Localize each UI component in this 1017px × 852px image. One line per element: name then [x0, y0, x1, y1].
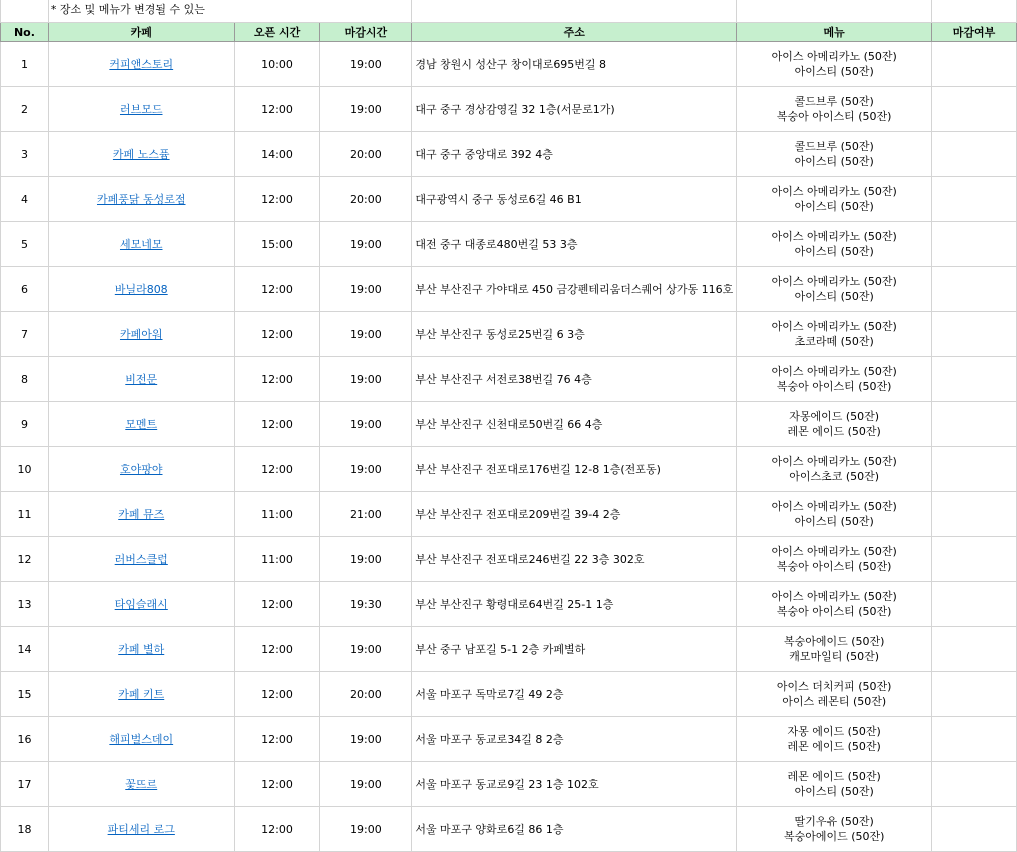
menu-item: 딸기우유 (50잔) [794, 815, 874, 828]
close-time-cell[interactable]: 19:00 [320, 87, 412, 132]
address-cell[interactable]: 서울 마포구 독막로7길 49 2층 [412, 672, 737, 717]
row-number-cell[interactable]: 5 [1, 222, 49, 267]
close-time-cell[interactable]: 19:00 [320, 762, 412, 807]
menu-item: 아이스초코 (50잔) [789, 470, 880, 483]
menu-item: 아이스티 (50잔) [794, 245, 874, 258]
cafe-link[interactable]: 카페풍닭 동성로점 [96, 193, 186, 206]
menu-cell[interactable] [737, 447, 932, 492]
menu-item: 레몬 에이드 (50잔) [787, 425, 881, 438]
menu-item: 아이스티 (50잔) [794, 515, 874, 528]
open-time-cell[interactable]: 12:00 [234, 177, 320, 222]
closed-status-cell[interactable] [932, 132, 1017, 177]
menu-item: 자몽 에이드 (50잔) [787, 725, 881, 738]
menu-cell[interactable] [737, 762, 932, 807]
table-row [1, 177, 1017, 222]
open-time-cell[interactable]: 11:00 [234, 537, 320, 582]
row-number-cell[interactable]: 6 [1, 267, 49, 312]
row-number-cell[interactable]: 12 [1, 537, 49, 582]
table-row [1, 42, 1017, 87]
close-time-cell[interactable]: 20:00 [320, 672, 412, 717]
address-cell[interactable]: 부산 부산진구 서전로38번길 76 4층 [412, 357, 737, 402]
address-cell[interactable]: 부산 부산진구 전포대로176번길 12-8 1층(전포동) [412, 447, 737, 492]
close-time-cell[interactable]: 19:00 [320, 42, 412, 87]
menu-item: 자몽에이드 (50잔) [789, 410, 880, 423]
cafe-cell[interactable] [48, 312, 234, 357]
table-row [1, 267, 1017, 312]
cafe-link[interactable]: 해피벌스데이 [109, 733, 174, 746]
cafe-cell[interactable] [48, 807, 234, 852]
open-time-cell[interactable]: 11:00 [234, 492, 320, 537]
cafe-link[interactable]: 모멘트 [125, 418, 158, 431]
address-cell[interactable]: 부산 부산진구 전포대로209번길 39-4 2층 [412, 492, 737, 537]
cafe-link[interactable]: 카페 키트 [118, 688, 165, 701]
cafe-link[interactable]: 카페 별하 [118, 643, 165, 656]
empty-cell[interactable] [412, 0, 737, 23]
closed-status-cell[interactable] [932, 87, 1017, 132]
cafe-cell[interactable] [48, 222, 234, 267]
menu-cell[interactable] [737, 807, 932, 852]
menu-item: 아이스티 (50잔) [794, 290, 874, 303]
cafe-link[interactable]: 비전문 [125, 373, 158, 386]
menu-cell[interactable] [737, 42, 932, 87]
close-time-cell[interactable]: 20:00 [320, 132, 412, 177]
menu-item: 아이스티 (50잔) [794, 200, 874, 213]
close-time-cell[interactable]: 19:00 [320, 447, 412, 492]
cafe-cell[interactable] [48, 87, 234, 132]
row-number-cell[interactable]: 3 [1, 132, 49, 177]
table-row [1, 717, 1017, 762]
row-number-cell[interactable]: 2 [1, 87, 49, 132]
empty-cell[interactable] [737, 0, 932, 23]
cafe-cell[interactable] [48, 357, 234, 402]
menu-cell[interactable] [737, 87, 932, 132]
cafe-cell[interactable] [48, 582, 234, 627]
menu-item: 아이스 아메리카노 (50잔) [771, 455, 897, 468]
closed-status-cell[interactable] [932, 267, 1017, 312]
close-time-cell[interactable]: 19:00 [320, 627, 412, 672]
cafe-link[interactable]: 카페아워 [119, 328, 163, 341]
open-time-cell[interactable]: 12:00 [234, 312, 320, 357]
menu-item: 아이스 더치커피 (50잔) [776, 680, 892, 693]
menu-item: 콜드브루 (50잔) [794, 95, 874, 108]
menu-cell[interactable] [737, 132, 932, 177]
address-cell[interactable]: 서울 마포구 양화로6길 86 1층 [412, 807, 737, 852]
open-time-cell[interactable]: 12:00 [234, 87, 320, 132]
address-cell[interactable]: 대구 중구 경상감영길 32 1층(서문로1가) [412, 87, 737, 132]
cafe-link[interactable]: 커피앤스토리 [109, 58, 174, 71]
closed-status-cell[interactable] [932, 222, 1017, 267]
cafe-cell[interactable] [48, 132, 234, 177]
menu-item: 아이스 아메리카노 (50잔) [771, 50, 897, 63]
menu-item: 초코라떼 (50잔) [794, 335, 874, 348]
open-time-cell[interactable]: 12:00 [234, 402, 320, 447]
cafe-cell[interactable] [48, 447, 234, 492]
menu-item: 복숭아 아이스티 (50잔) [776, 605, 892, 618]
close-time-cell[interactable]: 19:30 [320, 582, 412, 627]
cafe-link[interactable]: 바닐라808 [114, 283, 168, 296]
table-row [1, 492, 1017, 537]
table-row [1, 582, 1017, 627]
address-cell[interactable]: 대전 중구 대종로480번길 53 3층 [412, 222, 737, 267]
cafe-cell[interactable] [48, 672, 234, 717]
cafe-cell[interactable] [48, 267, 234, 312]
menu-item: 레몬 에이드 (50잔) [787, 770, 881, 783]
menu-item: 아이스 아메리카노 (50잔) [771, 590, 897, 603]
menu-cell[interactable] [737, 267, 932, 312]
empty-cell[interactable] [932, 0, 1017, 23]
table-row [1, 672, 1017, 717]
menu-item: 아이스티 (50잔) [794, 65, 874, 78]
cafe-link[interactable]: 세모네모 [119, 238, 163, 251]
close-time-cell[interactable]: 19:00 [320, 402, 412, 447]
cafe-cell[interactable] [48, 177, 234, 222]
row-number-cell[interactable]: 13 [1, 582, 49, 627]
header-close-time[interactable]: 마감시간 [320, 23, 412, 42]
open-time-cell[interactable]: 12:00 [234, 672, 320, 717]
header-cafe[interactable]: 카페 [48, 23, 234, 42]
closed-status-cell[interactable] [932, 447, 1017, 492]
table-row [1, 312, 1017, 357]
menu-item: 아이스 아메리카노 (50잔) [771, 275, 897, 288]
menu-item: 복숭아에이드 (50잔) [783, 635, 885, 648]
table-row [1, 87, 1017, 132]
menu-cell[interactable] [737, 582, 932, 627]
cafe-cell[interactable] [48, 402, 234, 447]
closed-status-cell[interactable] [932, 402, 1017, 447]
closed-status-cell[interactable] [932, 672, 1017, 717]
close-time-cell[interactable]: 19:00 [320, 717, 412, 762]
closed-status-cell[interactable] [932, 177, 1017, 222]
row-number-cell[interactable]: 18 [1, 807, 49, 852]
close-time-cell[interactable]: 19:00 [320, 807, 412, 852]
cafe-link[interactable]: 꽃뜨르 [125, 778, 158, 791]
header-menu[interactable]: 메뉴 [737, 23, 932, 42]
address-cell[interactable]: 부산 부산진구 전포대로246번길 22 3층 302호 [412, 537, 737, 582]
closed-status-cell[interactable] [932, 492, 1017, 537]
address-cell[interactable]: 부산 부산진구 가야대로 450 금강펜테리움더스퀘어 상가동 116호 [412, 267, 737, 312]
cafe-link[interactable]: 러브모드 [119, 103, 163, 116]
menu-item: 캐모마일티 (50잔) [789, 650, 880, 663]
menu-cell[interactable] [737, 717, 932, 762]
table-row [1, 222, 1017, 267]
menu-item: 아이스 아메리카노 (50잔) [771, 320, 897, 333]
open-time-cell[interactable]: 12:00 [234, 807, 320, 852]
cafe-cell[interactable] [48, 42, 234, 87]
row-number-cell[interactable]: 9 [1, 402, 49, 447]
menu-item: 복숭아에이드 (50잔) [783, 830, 885, 843]
open-time-cell[interactable]: 10:00 [234, 42, 320, 87]
close-time-cell[interactable]: 19:00 [320, 267, 412, 312]
open-time-cell[interactable]: 12:00 [234, 267, 320, 312]
cafe-cell[interactable] [48, 762, 234, 807]
header-open-time[interactable]: 오픈 시간 [234, 23, 320, 42]
table-row [1, 447, 1017, 492]
address-cell[interactable]: 서울 마포구 동교로9길 23 1층 102호 [412, 762, 737, 807]
menu-item: 아이스 아메리카노 (50잔) [771, 545, 897, 558]
header-no[interactable]: No. [1, 23, 49, 42]
cafe-link[interactable]: 타임슬래시 [114, 598, 168, 611]
header-closed-status[interactable]: 마감여부 [932, 23, 1017, 42]
header-row [1, 23, 1017, 42]
cafe-link[interactable]: 호야팡야 [119, 463, 163, 476]
menu-item: 복숭아 아이스티 (50잔) [776, 380, 892, 393]
open-time-cell[interactable]: 12:00 [234, 357, 320, 402]
open-time-cell[interactable]: 12:00 [234, 447, 320, 492]
row-number-cell[interactable]: 4 [1, 177, 49, 222]
closed-status-cell[interactable] [932, 762, 1017, 807]
address-cell[interactable]: 부산 부산진구 동성로25번길 6 3층 [412, 312, 737, 357]
cafe-cell[interactable] [48, 627, 234, 672]
menu-cell[interactable] [737, 312, 932, 357]
table-row [1, 357, 1017, 402]
close-time-cell[interactable]: 19:00 [320, 312, 412, 357]
menu-item: 복숭아 아이스티 (50잔) [776, 110, 892, 123]
closed-status-cell[interactable] [932, 312, 1017, 357]
row-number-cell[interactable]: 11 [1, 492, 49, 537]
open-time-cell[interactable]: 15:00 [234, 222, 320, 267]
note-text: * 장소 및 메뉴가 변경될 수 있는 [50, 3, 205, 16]
address-cell[interactable]: 부산 부산진구 신천대로50번길 66 4층 [412, 402, 737, 447]
cafe-link[interactable]: 러버스클럽 [114, 553, 168, 566]
closed-status-cell[interactable] [932, 357, 1017, 402]
cafe-cell[interactable] [48, 492, 234, 537]
menu-item: 아이스 아메리카노 (50잔) [771, 500, 897, 513]
menu-cell[interactable] [737, 222, 932, 267]
close-time-cell[interactable]: 19:00 [320, 537, 412, 582]
cafe-link[interactable]: 카페 뮤즈 [118, 508, 165, 521]
menu-cell[interactable] [737, 357, 932, 402]
closed-status-cell[interactable] [932, 807, 1017, 852]
close-time-cell[interactable]: 21:00 [320, 492, 412, 537]
closed-status-cell[interactable] [932, 537, 1017, 582]
address-cell[interactable]: 서울 마포구 동교로34길 8 2층 [412, 717, 737, 762]
row-number-cell[interactable]: 16 [1, 717, 49, 762]
header-address[interactable]: 주소 [412, 23, 737, 42]
open-time-cell[interactable]: 12:00 [234, 717, 320, 762]
row-number-cell[interactable]: 17 [1, 762, 49, 807]
address-cell[interactable]: 대구광역시 중구 동성로6길 46 B1 [412, 177, 737, 222]
cafe-cell[interactable] [48, 537, 234, 582]
closed-status-cell[interactable] [932, 42, 1017, 87]
menu-cell[interactable] [737, 627, 932, 672]
closed-status-cell[interactable] [932, 582, 1017, 627]
menu-item: 아이스 레몬티 (50잔) [782, 695, 887, 708]
menu-item: 복숭아 아이스티 (50잔) [776, 560, 892, 573]
table-row [1, 537, 1017, 582]
address-cell[interactable]: 부산 중구 남포길 5-1 2층 카페별하 [412, 627, 737, 672]
menu-item: 아이스티 (50잔) [794, 785, 874, 798]
note-cell[interactable] [48, 0, 411, 23]
close-time-cell[interactable]: 19:00 [320, 357, 412, 402]
table-row [1, 132, 1017, 177]
menu-cell[interactable] [737, 402, 932, 447]
address-cell[interactable]: 대구 중구 중앙대로 392 4층 [412, 132, 737, 177]
table-row [1, 762, 1017, 807]
close-time-cell[interactable]: 19:00 [320, 222, 412, 267]
table-row [1, 627, 1017, 672]
menu-item: 아이스 아메리카노 (50잔) [771, 230, 897, 243]
open-time-cell[interactable]: 12:00 [234, 582, 320, 627]
cafe-table-body [1, 0, 1017, 852]
closed-status-cell[interactable] [932, 717, 1017, 762]
menu-cell[interactable] [737, 492, 932, 537]
menu-item: 레몬 에이드 (50잔) [787, 740, 881, 753]
close-time-cell[interactable]: 20:00 [320, 177, 412, 222]
menu-item: 콜드브루 (50잔) [794, 140, 874, 153]
menu-item: 아이스 아메리카노 (50잔) [771, 185, 897, 198]
row-number-cell[interactable]: 1 [1, 42, 49, 87]
open-time-cell[interactable]: 12:00 [234, 627, 320, 672]
open-time-cell[interactable]: 14:00 [234, 132, 320, 177]
menu-item: 아이스 아메리카노 (50잔) [771, 365, 897, 378]
open-time-cell[interactable]: 12:00 [234, 762, 320, 807]
table-row [1, 402, 1017, 447]
row-number-cell[interactable]: 15 [1, 672, 49, 717]
cafe-link[interactable]: 카페 노스퓸 [112, 148, 170, 161]
cafe-link[interactable]: 파티세리 로그 [107, 823, 175, 836]
row-number-cell[interactable]: 8 [1, 357, 49, 402]
menu-cell[interactable] [737, 537, 932, 582]
address-cell[interactable]: 부산 부산진구 황령대로64번길 25-1 1층 [412, 582, 737, 627]
menu-cell[interactable] [737, 177, 932, 222]
closed-status-cell[interactable] [932, 627, 1017, 672]
address-cell[interactable]: 경남 창원시 성산구 창이대로695번길 8 [412, 42, 737, 87]
menu-cell[interactable] [737, 672, 932, 717]
row-number-cell[interactable]: 7 [1, 312, 49, 357]
empty-cell[interactable] [1, 0, 49, 23]
menu-item: 아이스티 (50잔) [794, 155, 874, 168]
cafe-cell[interactable] [48, 717, 234, 762]
row-number-cell[interactable]: 10 [1, 447, 49, 492]
note-row [1, 0, 1017, 23]
table-row [1, 807, 1017, 852]
row-number-cell[interactable]: 14 [1, 627, 49, 672]
